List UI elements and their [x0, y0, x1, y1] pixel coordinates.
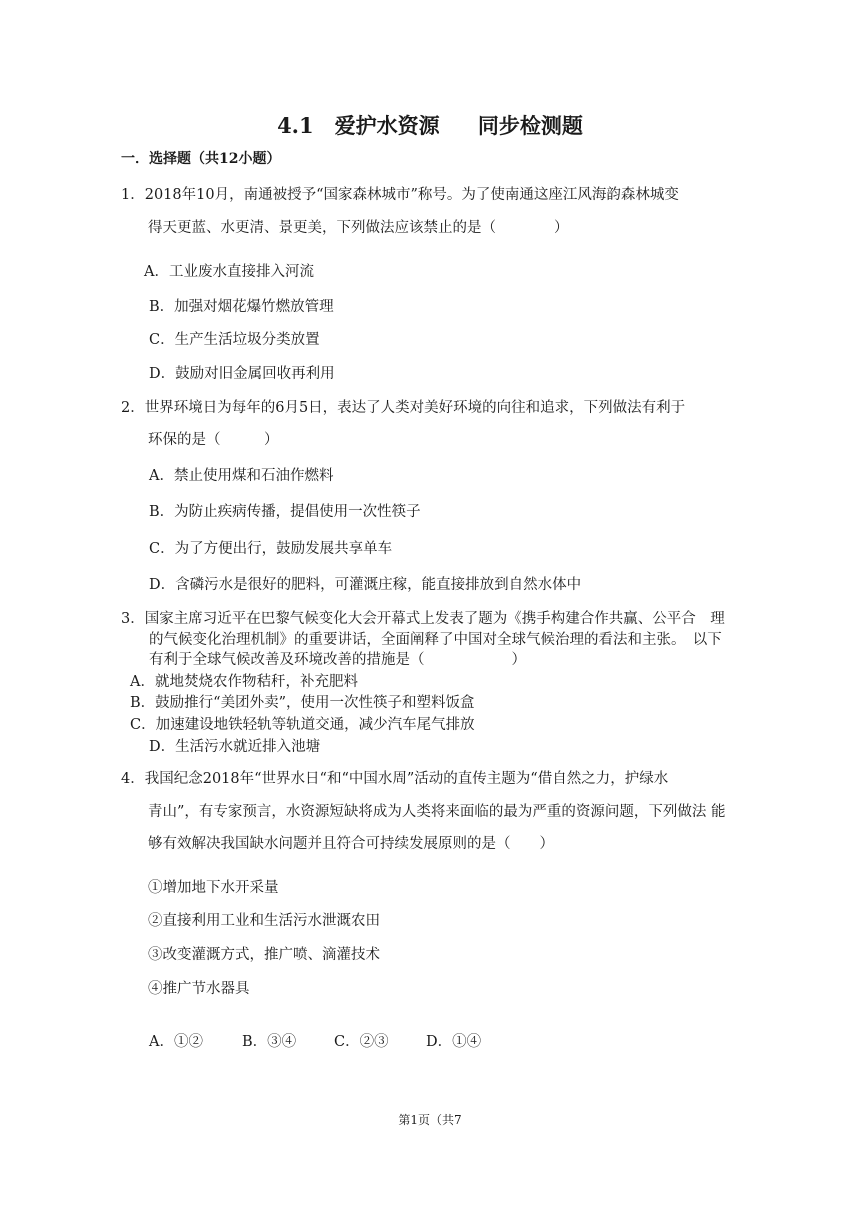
q4-option-c: C．②③	[334, 1034, 389, 1050]
q4-stem-line2: 青山”，有专家预言，水资源短缺将成为人类将来面临的最为严重的资源问题，下列做法 能	[148, 804, 726, 820]
q4-statement-3: ③改变灌溉方式，推广喷、滴灌技术	[148, 947, 380, 963]
q1-option-a: A．工业废水直接排入河流	[144, 264, 314, 280]
q2-option-a: A．禁止使用煤和石油作燃料	[149, 468, 334, 484]
q3-stem-line3: 有利于全球气候改善及环境改善的措施是（ ）	[149, 652, 526, 668]
q4-option-b: B．③④	[242, 1034, 297, 1050]
page-footer: 第1页（共7	[398, 1113, 462, 1127]
q2-stem-line1: 2．世界环境日为每年的6月5日，表达了人类对美好环境的向往和追求，下列做法有利于	[121, 400, 686, 416]
q2-option-b: B．为防止疾病传播，提倡使用一次性筷子	[149, 504, 421, 520]
document-title: 4.1 爱护水资源 同步检测题	[277, 113, 583, 138]
q3-option-a: A．就地焚烧农作物秸秆，补充肥料	[130, 674, 358, 690]
q4-option-d: D．①④	[426, 1034, 482, 1050]
q3-option-d: D．生活污水就近排入池塘	[149, 739, 321, 755]
q3-option-b: B．鼓励推行“美团外卖”，使用一次性筷子和塑料饭盒	[130, 695, 475, 711]
q3-stem-line1: 3．国家主席习近平在巴黎气候变化大会开幕式上发表了题为《携手构建合作共赢、公平合 理	[121, 611, 725, 627]
q1-stem-line2: 得天更蓝、水更清、景更美，下列做法应该禁止的是（ ）	[148, 220, 569, 236]
q1-option-c: C．生产生活垃圾分类放置	[149, 332, 320, 348]
q2-option-c: C．为了方便出行，鼓励发展共享单车	[149, 541, 393, 557]
q4-option-a: A．①②	[149, 1034, 203, 1050]
q3-stem-line2: 的气候变化治理机制》的重要讲话，全面阐释了中国对全球气候治理的看法和主张。 以下	[149, 632, 722, 648]
q1-option-b: B．加强对烟花爆竹燃放管理	[149, 299, 334, 315]
q4-stem-line3: 够有效解决我国缺水问题并且符合可持续发展原则的是（ ）	[148, 836, 554, 852]
q1-stem-line1: 1．2018年10月，南通被授予“国家森林城市”称号。为了使南通这座江风海韵森林城变	[121, 187, 679, 203]
q3-option-c: C．加速建设地铁轻轨等轨道交通，减少汽车尾气排放	[130, 717, 475, 733]
q4-statement-2: ②直接利用工业和生活污水泄溉农田	[148, 913, 380, 929]
section-heading: 一．选择题（共12小题）	[121, 151, 281, 167]
q2-option-d: D．含磷污水是很好的肥料，可灌溉庄稼，能直接排放到自然水体中	[149, 577, 582, 593]
q2-stem-line2: 环保的是（ ）	[148, 432, 279, 448]
q4-statement-1: ①增加地下水开采量	[148, 880, 279, 896]
q4-statement-4: ④推广节水器具	[148, 981, 250, 997]
q1-option-d: D．鼓励对旧金属回收再利用	[149, 366, 335, 382]
q4-stem-line1: 4．我国纪念2018年“世界水日“和“中国水周”活动的直传主题为“借自然之力，护绿水	[121, 771, 669, 787]
